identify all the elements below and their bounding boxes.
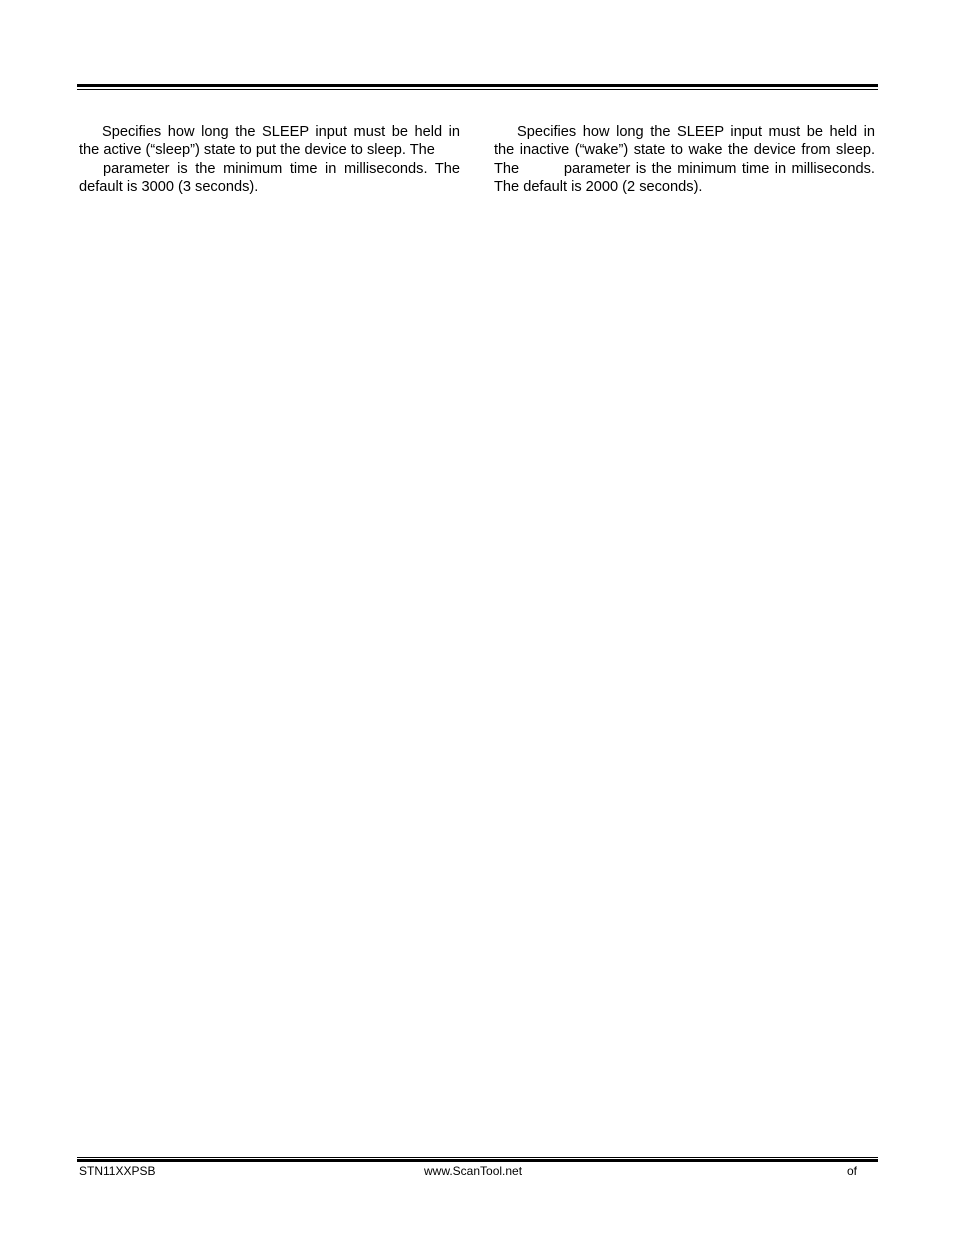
- header-rule-thick: [77, 84, 878, 87]
- footer-website: www.ScanTool.net: [424, 1164, 523, 1178]
- footer-rule-thick: [77, 1159, 878, 1162]
- left-paragraph-part1: Specifies how long the SLEEP input must be held in the active (“sleep”) state to put the device to sleep. The: [79, 124, 460, 159]
- right-column: [494, 123, 875, 196]
- right-paragraph-part2: parameter is the minimum time in milliseconds. The default is 2000 (2 seconds).: [494, 160, 875, 195]
- right-paragraph: [494, 123, 875, 196]
- footer-rule-thin: [77, 1157, 878, 1158]
- footer-page-of: of: [847, 1164, 858, 1178]
- left-paragraph: [79, 123, 460, 196]
- left-column: [79, 123, 460, 196]
- right-paragraph-part1: Specifies how long the SLEEP input must be held in the inactive (“wake”) state to wake the device from sleep. The: [494, 124, 875, 177]
- left-paragraph-part2: parameter is the minimum time in milliseconds. The default is 3000 (3 seconds).: [79, 160, 460, 195]
- footer-doc-id: STN11XXPSB: [79, 1164, 156, 1178]
- header-rule-thin: [77, 89, 878, 90]
